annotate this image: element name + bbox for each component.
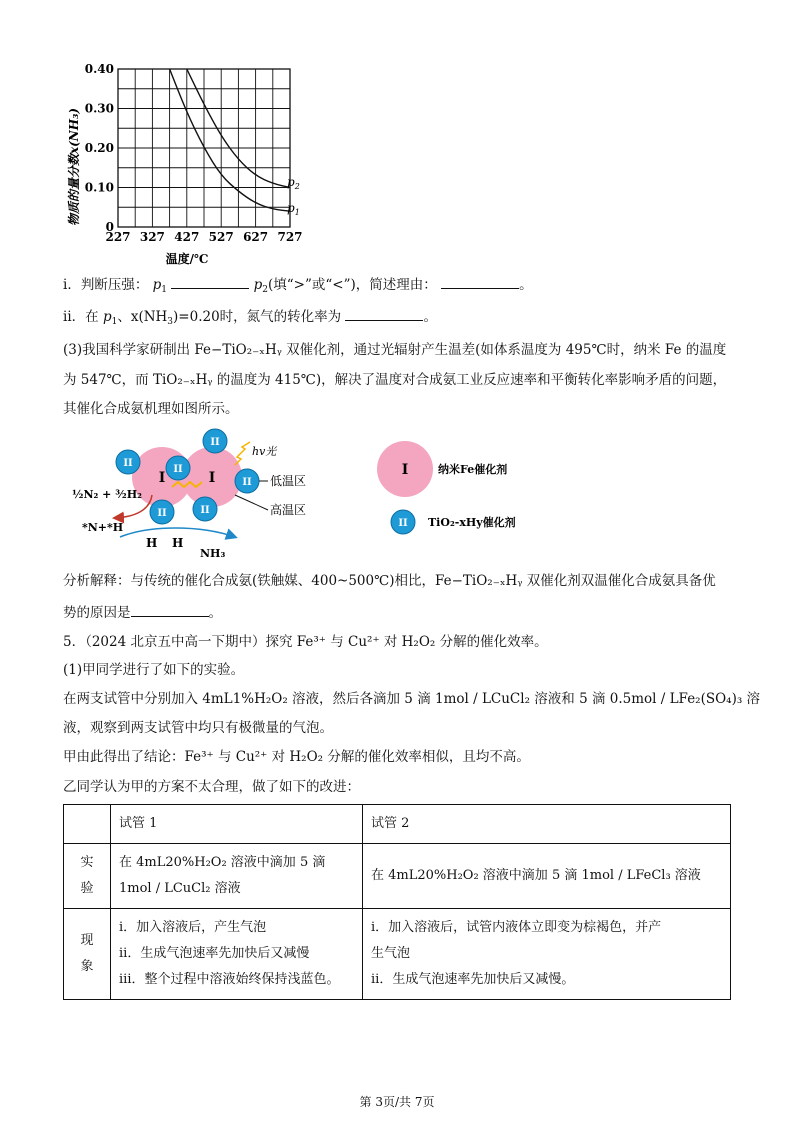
analysis-line-1: 分析解释：与传统的催化合成氨(铁触媒、400~500℃)相比，Fe−TiO₂₋ₓHᵧ 双催化剂双温催化合成氨具备优: [63, 573, 716, 589]
paragraph-3-line-2: 为 547℃，而 TiO₂₋ₓHᵧ 的温度为 415℃)，解决了温度对合成氨工业反应速率和平衡转化率影响矛盾的问题，: [63, 372, 727, 388]
experiment-table: [63, 804, 731, 1000]
intermediate-label: *N+*H: [82, 521, 124, 534]
answer-blank-reason[interactable]: [441, 276, 519, 289]
nh3-fraction-chart: [60, 55, 310, 270]
table-header-row: [64, 805, 731, 844]
row-label-experiment: 实验: [64, 844, 111, 909]
svg-text:I: I: [208, 470, 216, 486]
q5-procedure-line-2: 液，观察到两支试管中均只有极微量的气泡。: [63, 720, 333, 736]
mechanism-diagram: [60, 425, 750, 565]
svg-text:II: II: [173, 464, 183, 475]
paragraph-3-line-1: (3)我国科学家研制出 Fe−TiO₂₋ₓHᵧ 双催化剂，通过光辐射产生温差(如体系温度为 495℃时，纳米 Fe 的温度: [63, 342, 727, 358]
paragraph-3-line-3: 其催化合成氨机理如图所示。: [63, 401, 239, 417]
svg-text:I: I: [401, 462, 409, 478]
series-label-p2: $p_2$: [287, 175, 300, 191]
cell-experiment-tube-1: 在 4mL20%H₂O₂ 溶液中滴加 5 滴 1mol / LCuCl₂ 溶液: [111, 844, 363, 909]
y-tick-label: 0.10: [84, 180, 114, 195]
answer-blank-conversion[interactable]: [345, 308, 423, 321]
series-label-p1: $p_1$: [287, 201, 300, 217]
x-axis-label: 温度/℃: [165, 252, 209, 266]
q5-procedure-line-1: 在两支试管中分别加入 4mL1%H₂O₂ 溶液，然后各滴加 5 滴 1mol / LCuCl₂ 溶液和 5 滴 0.5mol / LFe₂(SO₄)₃ 溶: [63, 691, 761, 707]
page-footer: 第 3页/共 7页: [359, 1095, 435, 1109]
header-tube-2: 试管 2: [363, 805, 731, 844]
svg-text:II: II: [398, 518, 408, 529]
cell-phenomenon-tube-2: ⅰ．加入溶液后，试管内液体立即变为棕褐色，并产 生气泡 ⅱ．生成气泡速率先加快后又减慢。: [363, 909, 731, 1000]
cell-experiment-tube-2: 在 4mL20%H₂O₂ 溶液中滴加 5 滴 1mol / LFeCl₃ 溶液: [363, 844, 731, 909]
q5-title: 5．（2024 北京五中高一下期中）探究 Fe³⁺ 与 Cu²⁺ 对 H₂O₂ 分解的催化效率。: [63, 634, 548, 650]
x-tick-label: 727: [277, 230, 303, 244]
row-label-phenomenon: 现象: [64, 909, 111, 1000]
legend-fe-label: 纳米Fe催化剂: [438, 463, 508, 476]
y-tick-label: 0: [105, 220, 114, 234]
analysis-line-2: 势的原因是 。: [63, 605, 222, 621]
low-temp-zone-label: 低温区: [270, 474, 307, 488]
svg-text:H: H: [172, 536, 184, 550]
q5-improvement-intro: 乙同学认为甲的方案不太合理，做了如下的改进：: [63, 779, 360, 795]
svg-text:II: II: [210, 437, 220, 448]
product-label: NH₃: [200, 547, 226, 560]
x-tick-label: 227: [105, 230, 131, 244]
reactants-label: ½N₂ + ³⁄₂H₂: [72, 488, 142, 501]
legend-tio2-label: TiO₂-xHy催化剂: [428, 516, 516, 529]
series-line-p1: [170, 69, 290, 211]
table-row-experiment: [64, 844, 731, 909]
answer-blank-compare[interactable]: [171, 276, 249, 289]
x-tick-labels: [105, 230, 302, 244]
cell-phenomenon-tube-1: ⅰ．加入溶液后，产生气泡 ⅱ．生成气泡速率先加快后又减慢 ⅲ．整个过程中溶液始终保持浅蓝色。: [111, 909, 363, 1000]
light-label: hv光: [252, 445, 277, 458]
question-ii: ⅱ．在 $p_1$、$x(NH_3)=0.20$时，氮气的转化率为 。: [63, 309, 437, 327]
y-tick-label: 0.20: [84, 141, 114, 155]
table-row-phenomenon: [64, 909, 731, 1000]
svg-text:II: II: [200, 505, 210, 516]
header-tube-1: 试管 1: [111, 805, 363, 844]
svg-text:II: II: [123, 458, 133, 469]
svg-text:I: I: [158, 470, 166, 486]
chart-curves: [170, 69, 290, 211]
q5-conclusion: 甲由此得出了结论：Fe³⁺ 与 Cu²⁺ 对 H₂O₂ 分解的催化效率相似，且均不高。: [63, 749, 530, 765]
svg-text:H: H: [146, 536, 158, 550]
svg-text:II: II: [242, 477, 252, 488]
question-i: ⅰ．判断压强： $p_1$ $p_2$(填“>”或“<”)，简述理由： 。: [63, 277, 533, 295]
q5-part1: (1)甲同学进行了如下的实验。: [63, 662, 245, 678]
high-temp-zone-label: 高温区: [270, 503, 307, 517]
svg-text:II: II: [157, 508, 167, 519]
x-tick-label: 527: [208, 230, 234, 244]
x-tick-label: 427: [174, 230, 200, 244]
y-axis-label: 物质的量分数x(NH₃): [67, 107, 81, 227]
answer-blank-advantage[interactable]: [131, 604, 209, 617]
y-tick-labels: [85, 62, 114, 234]
x-tick-label: 627: [243, 230, 269, 244]
x-tick-label: 327: [139, 230, 165, 244]
y-tick-label: 0.30: [84, 101, 114, 116]
y-tick-label: 0.40: [84, 62, 114, 76]
